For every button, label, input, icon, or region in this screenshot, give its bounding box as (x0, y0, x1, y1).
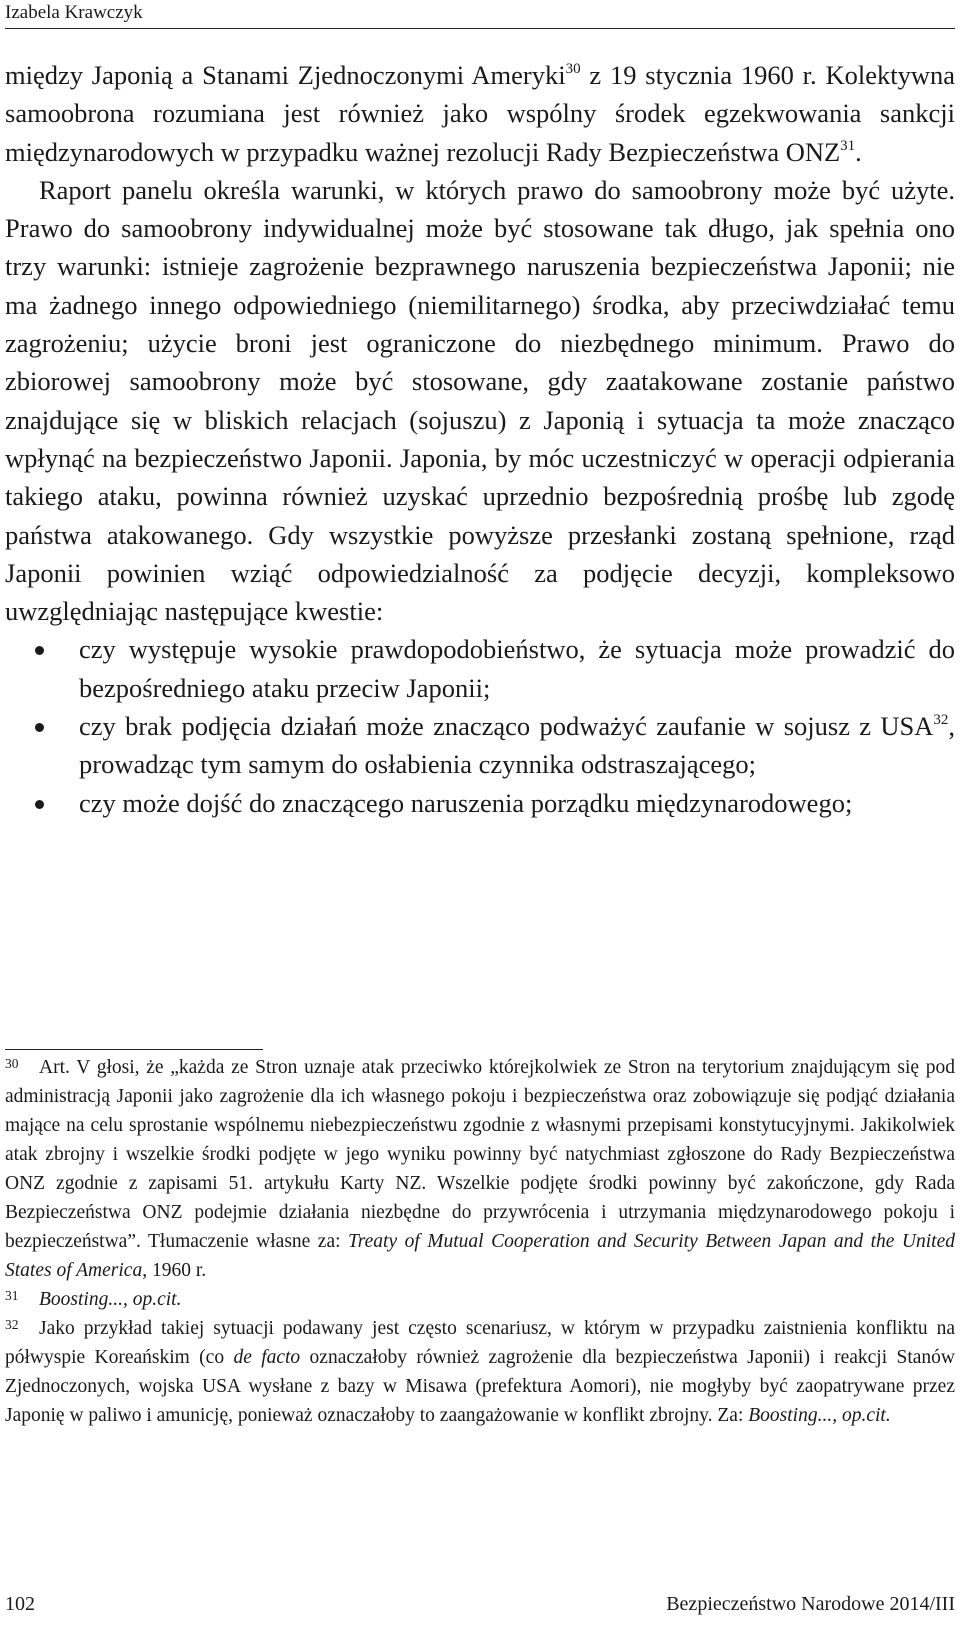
footnote-30-text: Art. V głosi, że „każda ze Stron uznaje atak przeciwko którejkolwiek ze Stron na terytorium znajdującym się pod administracją Japonii jako zagrożenie dla ich własnego pokoju i bezpieczeństwa oraz zobowiązuje się podjąć działania mające na celu sprostanie wspólnemu niebezpieczeństwu zgodnie z własnymi przepisami konstytucyjnymi. Jakikolwiek atak zbrojny i wszelkie środki podjęte w jego wyniku powinny być natychmiast zgłoszone do Rady Bezpieczeństwa ONZ zgodnie z zapisami 51. artykułu Karty NZ. Wszelkie podjęte środki powinny być zakończone, gdy Rada Bezpieczeństwa ONZ podejmie działania niezbędne do przywrócenia i utrzymania międzynarodowego pokoju i bezpieczeństwa”. Tłumaczenie własne za: (5, 1057, 955, 1252)
main-text (5, 56, 955, 822)
footnote-32-italic-b: Boosting..., op.cit. (748, 1405, 891, 1426)
bullet-icon (35, 800, 44, 809)
bullet-item-1-text: czy występuje wysokie prawdopodobieństwo, że sytuacja może prowadzić do bezpośredniego ataku przeciw Japonii; (79, 634, 955, 703)
footnote-ref-32[interactable]: 32 (933, 711, 949, 728)
bullet-item-2-text-b: , prowadząc tym samym do osłabienia czynnika odstraszającego; (79, 711, 955, 780)
paragraph-1-text-c: . (855, 136, 862, 167)
footnote-32-text-b: oznaczałoby również zagrożenie dla bezpieczeństwa Japonii) i reakcji Stanów Zjednoczonych, wojska USA wysłane z bazy w Misawa (prefektura Aomori), nie mogłyby być zaopatrywane przez Japonię w paliwo i amunicję, ponieważ oznaczałoby to zaangażowanie w konflikt zbrojny. Za: (5, 1347, 955, 1426)
header-author: Izabela Krawczyk (5, 2, 143, 23)
bullet-list (5, 630, 955, 821)
bullet-icon (35, 646, 44, 655)
bullet-icon (35, 723, 44, 732)
footnote-32-italic-a: de facto (233, 1347, 301, 1368)
footnote-ref-30[interactable]: 30 (565, 60, 581, 77)
footnote-ref-31[interactable]: 31 (840, 137, 856, 154)
footnote-32-text-a: Jako przykład takiej sytuacji podawany jest często scenariusz, w którym w przypadku zaistnienia konfliktu na półwyspie Koreańskim (co (5, 1318, 955, 1368)
journal-title: Bezpieczeństwo Narodowe 2014/III (666, 1593, 955, 1615)
footnote-31-text: Boosting..., op.cit. (39, 1289, 182, 1310)
paragraph-1-text-a: między Japonią a Stanami Zjednoczonymi Ameryki (5, 60, 566, 90)
bullet-item-2 (5, 707, 955, 784)
footnote-31: 31 Boosting..., op.cit. (5, 1288, 182, 1310)
bullet-item-3 (5, 784, 955, 822)
footnote-30: 30 Art. V głosi, że „każda ze Stron uznaje atak przeciwko którejkolwiek ze Stron na terytorium znajdującym się pod administracją Japonii jako zagrożenie dla ich własnego pokoju i bezpieczeństwa oraz zobowiązuje się podjąć działania mające na celu sprostanie wspólnemu niebezpieczeństwu zgodnie z własnymi przepisami konstytucyjnymi. Jakikolwiek atak zbrojny i wszelkie środki podjęte w jego wyniku powinny być natychmiast zgłoszone do Rady Bezpieczeństwa ONZ zgodnie z zapisami 51. artykułu Karty NZ. Wszelkie podjęte środki powinny być zakończone, gdy Rada Bezpieczeństwa ONZ podejmie działania niezbędne do przywrócenia i utrzymania międzynarodowego pokoju i bezpieczeństwa”. Tłumaczenie własne za: Treaty of Mutual Cooperation and Security Between Japan and the United States of America, 1960 r. (5, 1056, 955, 1281)
paragraph-2: Raport panelu określa warunki, w których prawo do samoobrony może być użyte. Prawo do samoobrony indywidualnej może być stosowane tak długo, jak spełnia ono trzy warunki: istnieje zagrożenie bezprawnego naruszenia bezpieczeństwa Japonii; nie ma żadnego innego odpowiedniego (niemilitarnego) środka, aby przeciwdziałać temu zagrożeniu; użycie broni jest ograniczone do niezbędnego minimum. Prawo do zbiorowej samoobrony może być stosowane, gdy zaatakowane zostanie państwo znajdujące się w bliskich relacjach (sojuszu) z Japonią i sytuacja ta może znacząco wpłynąć na bezpieczeństwo Japonii. Japonia, by móc uczestniczyć w operacji odpierania takiego ataku, powinna również uzyskać uprzednio bezpośrednią prośbę lub zgodę państwa atakowanego. Gdy wszystkie powyższe przesłanki zostaną spełnione, rząd Japonii powinien wziąć odpowiedzialność za podjęcie decyzji, kompleksowo uwzględniając następujące kwestie: (5, 174, 955, 627)
footnote-separator (5, 1049, 263, 1050)
footnote-30-title: Treaty of Mutual Cooperation and Security Between Japan and the United States of America (5, 1231, 955, 1281)
footnotes (5, 1053, 955, 1430)
bullet-item-1 (5, 630, 955, 707)
page-number: 102 (5, 1593, 35, 1615)
bullet-item-3-text: czy może dojść do znaczącego naruszenia porządku międzynarodowego; (79, 787, 853, 818)
footnote-30-tail: , 1960 r. (142, 1260, 207, 1281)
paragraph-1 (5, 56, 955, 171)
paragraph-1-text-b: z 19 stycznia 1960 r. Kolektywna samoobrona rozumiana jest również jako wspólny środek egzekwowania sankcji międzynarodowych w przypadku ważnej rezolucji Rady Bezpieczeństwa ONZ (5, 60, 955, 167)
running-header (5, 0, 955, 29)
bullet-item-2-text-a: czy brak podjęcia działań może znacząco podważyć zaufanie w sojusz z USA (79, 711, 934, 742)
footnote-32: 32 Jako przykład takiej sytuacji podawany jest często scenariusz, w którym w przypadku zaistnienia konfliktu na półwyspie Koreańskim (co de facto oznaczałoby również zagrożenie dla bezpieczeństwa Japonii) i reakcji Stanów Zjednoczonych, wojska USA wysłane z bazy w Misawa (prefektura Aomori), nie mogłyby być zaopatrywane przez Japonię w paliwo i amunicję, ponieważ oznaczałoby to zaangażowanie w konflikt zbrojny. Za: Boosting..., op.cit. (5, 1317, 955, 1426)
